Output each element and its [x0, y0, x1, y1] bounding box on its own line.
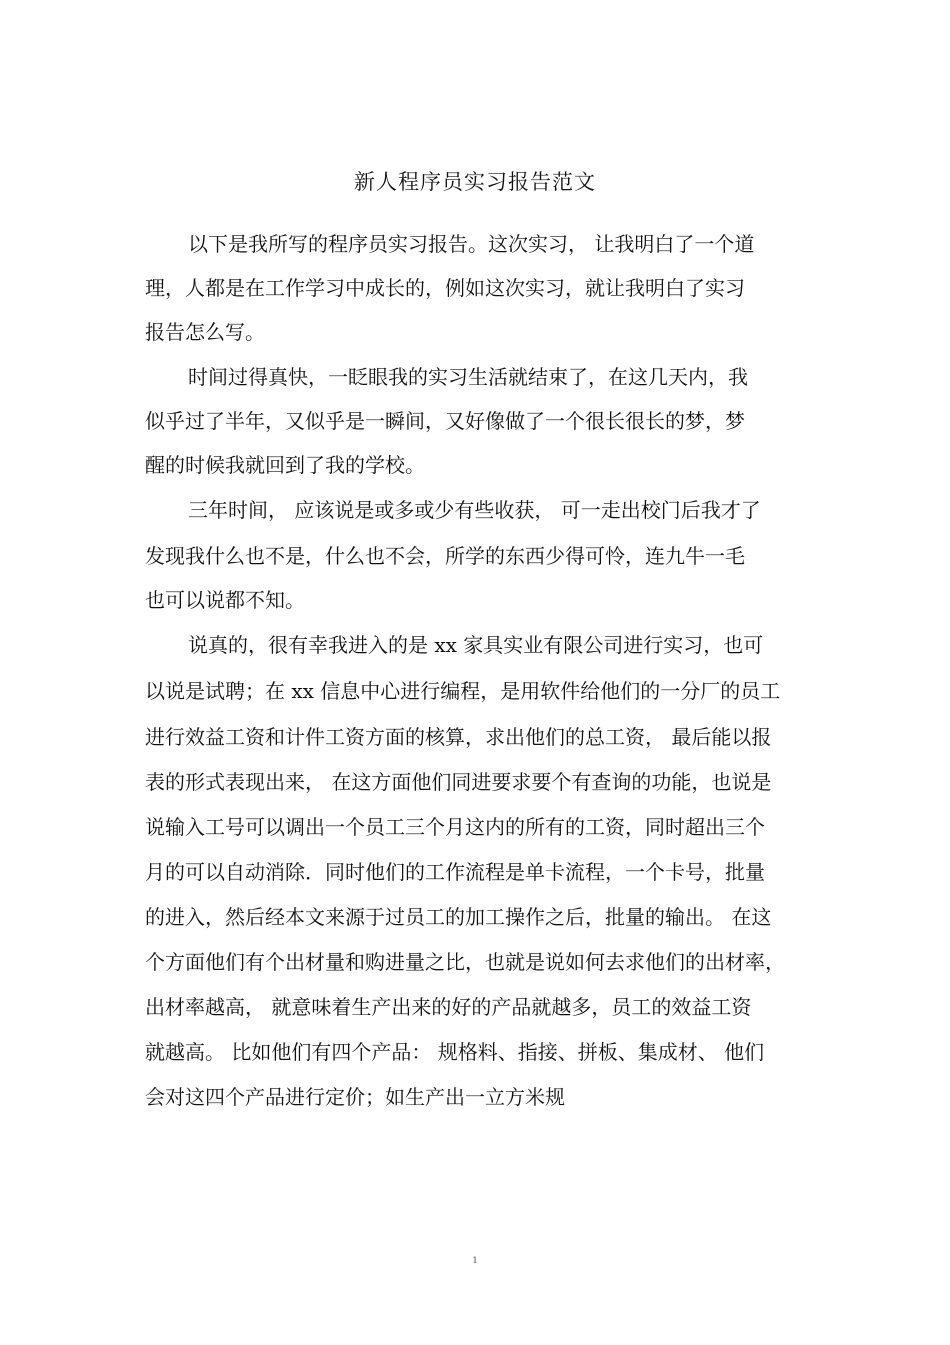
paragraph-line: 理，人都是在工作学习中成长的，例如这次实习，就让我明白了实习	[145, 276, 745, 300]
paragraph-line: 出材率越高， 就意味着生产出来的好的产品就越多，员工的效益工资	[145, 995, 752, 1019]
paragraph-line: 月的可以自动消除．同时他们的工作流程是单卡流程，一个卡号，批量	[145, 860, 765, 884]
paragraph-line: 三年时间， 应该说是或多或少有些收获， 可一走出校门后我才了	[188, 498, 761, 522]
paragraph-line: 的进入，然后经本文来源于过员工的加工操作之后，批量的输出。 在这	[145, 905, 772, 929]
paragraph-line: 进行效益工资和计件工资方面的核算，求出他们的总工资， 最后能以报	[145, 725, 772, 749]
paragraph-line: 说输入工号可以调出一个员工三个月这内的所有的工资，同时超出三个	[145, 815, 765, 839]
paragraph-line: 以下是我所写的程序员实习报告。这次实习， 让我明白了一个道	[188, 232, 755, 256]
paragraph-line: 似乎过了半年，又似乎是一瞬间，又好像做了一个很长很长的梦，梦	[145, 409, 745, 433]
document-title: 新人程序员实习报告范文	[354, 170, 596, 194]
paragraph-line: 个方面他们有个出材量和购进量之比，也就是说如何去求他们的出材率，	[145, 950, 785, 974]
paragraph-line: 报告怎么写。	[145, 320, 265, 344]
paragraph-line: 会对这四个产品进行定价；如生产出一立方米规	[145, 1085, 565, 1109]
paragraph-line: 表的形式表现出来， 在这方面他们同进要求要个有查询的功能，也说是	[145, 770, 772, 794]
paragraph-line: 发现我什么也不是，什么也不会，所学的东西少得可怜，连九牛一毛	[145, 544, 745, 568]
paragraph-line: 就越高。 比如他们有四个产品： 规格料、指接、拼板、集成材、 他们	[145, 1040, 765, 1064]
paragraph-line: 也可以说都不知。	[145, 588, 305, 612]
paragraph-line: 说真的，很有幸我进入的是 xx 家具实业有限公司进行实习，也可	[188, 633, 764, 657]
page-number: 1	[472, 1256, 478, 1265]
paragraph-line: 醒的时候我就回到了我的学校。	[145, 453, 425, 477]
paragraph-line: 时间过得真快，一眨眼我的实习生活就结束了，在这几天内，我	[188, 365, 748, 389]
paragraph-line: 以说是试聘；在 xx 信息中心进行编程，是用软件给他们的一分厂的员工	[145, 679, 781, 703]
